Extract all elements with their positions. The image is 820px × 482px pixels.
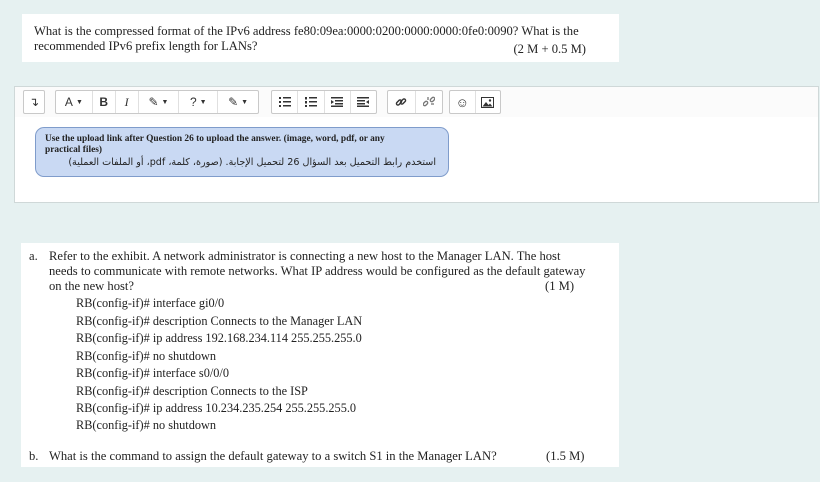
chevron-down-icon: ▼ <box>199 98 207 106</box>
question-1-box <box>22 14 619 62</box>
item-a-marks: (1 M) <box>545 279 575 293</box>
upload-note-arabic: استخدم رابط التحميل بعد السؤال 26 لتحميل الإجابة. (صورة، كلمة، pdf، أو الملفات العملية) <box>68 157 436 168</box>
paragraph-icon: ↴ <box>28 95 40 109</box>
item-b-marks: (1.5 M) <box>546 449 585 463</box>
chevron-down-icon: ▼ <box>161 98 169 106</box>
config-line: RB(config-if)# interface s0/0/0 <box>76 366 229 380</box>
upload-note-line: practical files) <box>45 145 103 155</box>
brush-icon: ✎ <box>148 95 159 109</box>
clear-format-button[interactable] <box>218 91 258 113</box>
insert-image-button[interactable] <box>476 91 501 113</box>
editor-toolbar <box>14 86 819 118</box>
question-1-marks: (2 M + 0.5 M) <box>513 42 586 56</box>
font-menu-button[interactable] <box>56 91 93 113</box>
insert-group <box>449 90 501 114</box>
link-icon <box>395 96 407 108</box>
question-panel <box>0 232 820 482</box>
config-line: RB(config-if)# no shutdown <box>76 349 217 363</box>
outdent-icon <box>331 97 343 107</box>
text-color-button[interactable] <box>139 91 180 113</box>
chevron-down-icon: ▼ <box>75 98 83 106</box>
font-icon: A <box>64 95 73 109</box>
upload-note-line: Use the upload link after Question 26 to upload the answer. (image, word, pdf, or any <box>45 134 385 144</box>
unlink-button[interactable] <box>416 91 443 113</box>
item-b-text: What is the command to assign the default gateway to a switch S1 in the Manager LAN? <box>49 449 497 463</box>
outdent-button[interactable] <box>325 91 351 113</box>
config-line: RB(config-if)# ip address 192.168.234.114 255.255.255.0 <box>76 331 362 345</box>
numbered-list-icon <box>305 97 317 107</box>
smiley-icon: ☺ <box>455 94 469 110</box>
link-button[interactable] <box>388 91 416 113</box>
item-a-line: Refer to the exhibit. A network administrator is connecting a new host to the Manager LAN. The host <box>49 249 561 263</box>
bullet-list-button[interactable] <box>272 91 298 113</box>
config-line: RB(config-if)# interface gi0/0 <box>76 296 225 310</box>
config-line: RB(config-if)# description Connects to the Manager LAN <box>76 314 363 328</box>
bullet-list-icon <box>279 97 291 107</box>
upload-note <box>35 127 449 177</box>
item-a-label: a. <box>29 249 38 263</box>
config-line: RB(config-if)# ip address 10.234.235.254 255.255.255.0 <box>76 401 357 415</box>
text-format-group <box>55 90 259 114</box>
config-line: RB(config-if)# no shutdown <box>76 418 217 432</box>
indent-button[interactable] <box>351 91 376 113</box>
paragraph-group <box>23 90 45 114</box>
italic-icon: I <box>124 94 129 109</box>
bold-button[interactable] <box>93 91 116 113</box>
question-panel <box>0 0 820 214</box>
lightbulb-icon: ? <box>189 95 197 109</box>
config-line: RB(config-if)# description Connects to the ISP <box>76 384 308 398</box>
link-group <box>387 90 443 114</box>
paragraph-format-button[interactable] <box>24 91 44 113</box>
bold-icon: B <box>99 95 109 109</box>
highlight-button[interactable] <box>179 91 218 113</box>
emoji-button[interactable] <box>450 91 476 113</box>
image-icon <box>481 97 494 108</box>
item-a-line: on the new host? <box>49 279 134 293</box>
italic-button[interactable] <box>116 91 139 113</box>
question-2-box <box>21 243 619 467</box>
chevron-down-icon: ▼ <box>241 98 249 106</box>
brush-icon: ✎ <box>228 95 239 109</box>
item-a-line: needs to communicate with remote networks. What IP address would be configured as the default gateway <box>49 264 586 278</box>
numbered-list-button[interactable] <box>298 91 324 113</box>
list-group <box>271 90 377 114</box>
upload-note-english <box>45 134 440 156</box>
answer-editor[interactable] <box>14 117 819 203</box>
item-b-label: b. <box>29 449 39 463</box>
indent-icon <box>357 97 369 107</box>
unlink-icon <box>423 96 435 108</box>
question-1-line: recommended IPv6 prefix length for LANs? <box>34 39 258 53</box>
question-1-line: What is the compressed format of the IPv6 address fe80:09ea:0000:0200:0000:0000:0fe0:0090? What is the <box>34 24 579 38</box>
